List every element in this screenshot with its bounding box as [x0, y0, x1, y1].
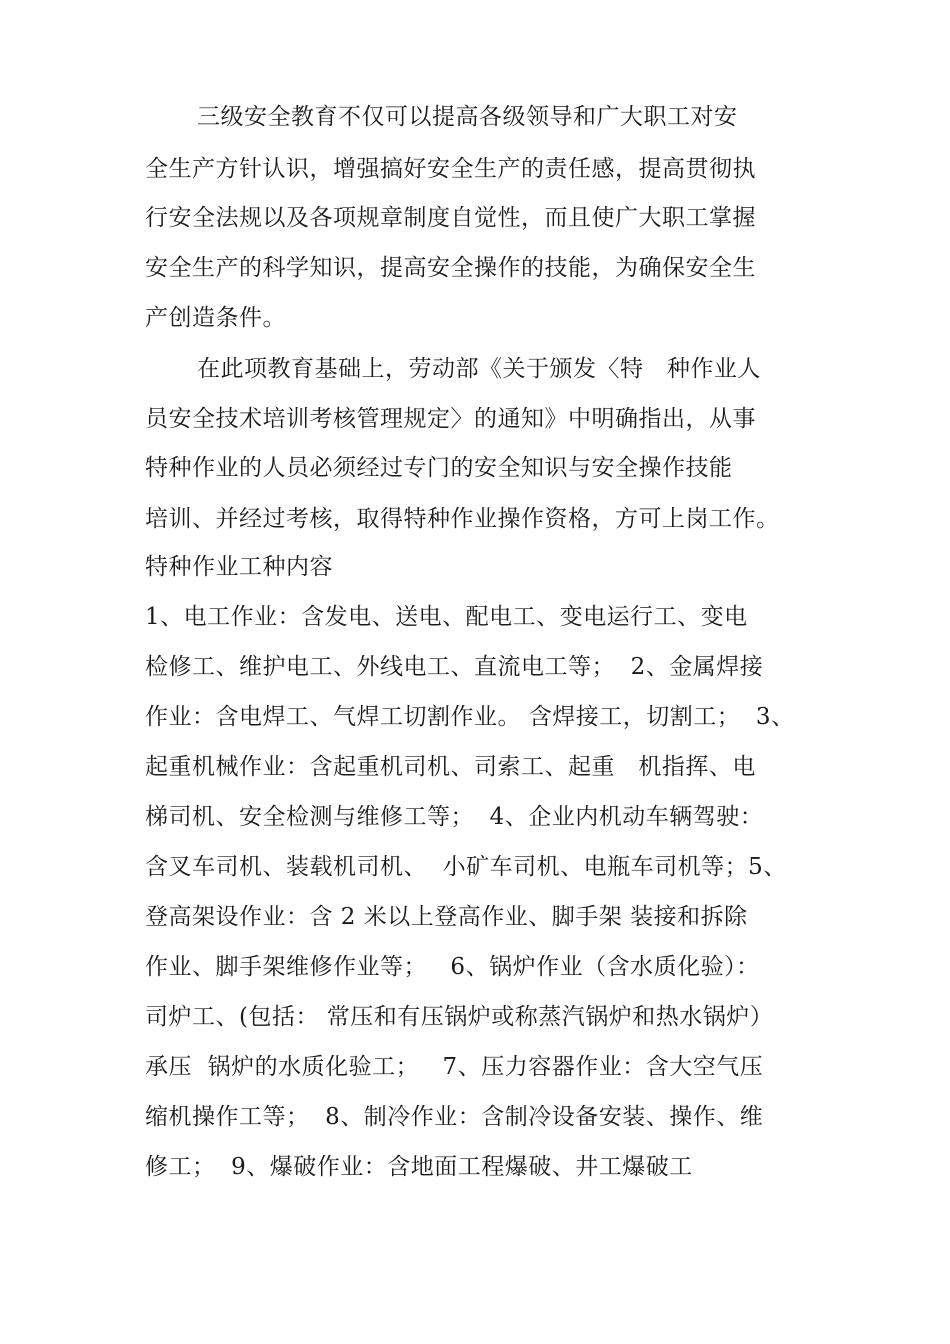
paragraph-2-line-1: 在此项教育基础上，劳动部《关于颁发〈特 种作业人 — [197, 356, 761, 382]
list-line-11: 缩机操作工等； 8、制冷作业：含制冷设备安装、操作、维 — [145, 1104, 764, 1130]
list-line-5: 梯司机、安全检测与维修工等； 4、企业内机动车辆驾驶： — [145, 804, 764, 830]
paragraph-2-line-3: 特种作业的人员必须经过专门的安全知识与安全操作技能 — [145, 455, 733, 481]
list-line-10: 承压 锅炉的水质化验工； 7、压力容器作业：含大空气压 — [145, 1054, 764, 1080]
list-line-9: 司炉工、(包括： 常压和有压锅炉或称蒸汽锅炉和热水锅炉） — [145, 1004, 774, 1030]
paragraph-2-line-2: 员安全技术培训考核管理规定〉的通知》中明确指出，从事 — [145, 406, 756, 432]
section-heading: 特种作业工种内容 — [145, 554, 333, 580]
list-line-7: 登高架设作业：含 2 米以上登高作业、脚手架 装接和拆除 — [145, 904, 748, 930]
list-line-6: 含叉车司机、装载机司机、 小矿车司机、电瓶车司机等；5、 — [145, 854, 787, 880]
paragraph-1-line-1: 三级安全教育不仅可以提高各级领导和广大职工对安 — [197, 104, 738, 130]
list-line-12: 修工； 9、爆破作业：含地面工程爆破、井工爆破工 — [145, 1154, 693, 1180]
paragraph-2-line-4: 培训、并经过考核，取得特种作业操作资格，方可上岗工作。 — [145, 506, 780, 532]
paragraph-1-line-3: 行安全法规以及各项规章制度自觉性，而且使广大职工掌握 — [145, 205, 756, 231]
paragraph-1-line-5: 产创造条件。 — [145, 305, 286, 331]
paragraph-1-line-2: 全生产方针认识，增强搞好安全生产的责任感，提高贯彻执 — [145, 156, 756, 182]
list-line-3: 作业：含电焊工、气焊工切割作业。 含焊接工，切割工； 3、 — [145, 704, 795, 730]
list-line-2: 检修工、维护电工、外线电工、直流电工等； 2、金属焊接 — [145, 654, 764, 680]
paragraph-1-line-4: 安全生产的科学知识，提高安全操作的技能，为确保安全生 — [145, 255, 756, 281]
list-line-1: 1、电工作业：含发电、送电、配电工、变电运行工、变电 — [145, 604, 748, 630]
list-line-8: 作业、脚手架维修作业等； 6、锅炉作业（含水质化验）： — [145, 954, 760, 980]
list-line-4: 起重机械作业：含起重机司机、司索工、起重 机指挥、电 — [145, 754, 756, 780]
